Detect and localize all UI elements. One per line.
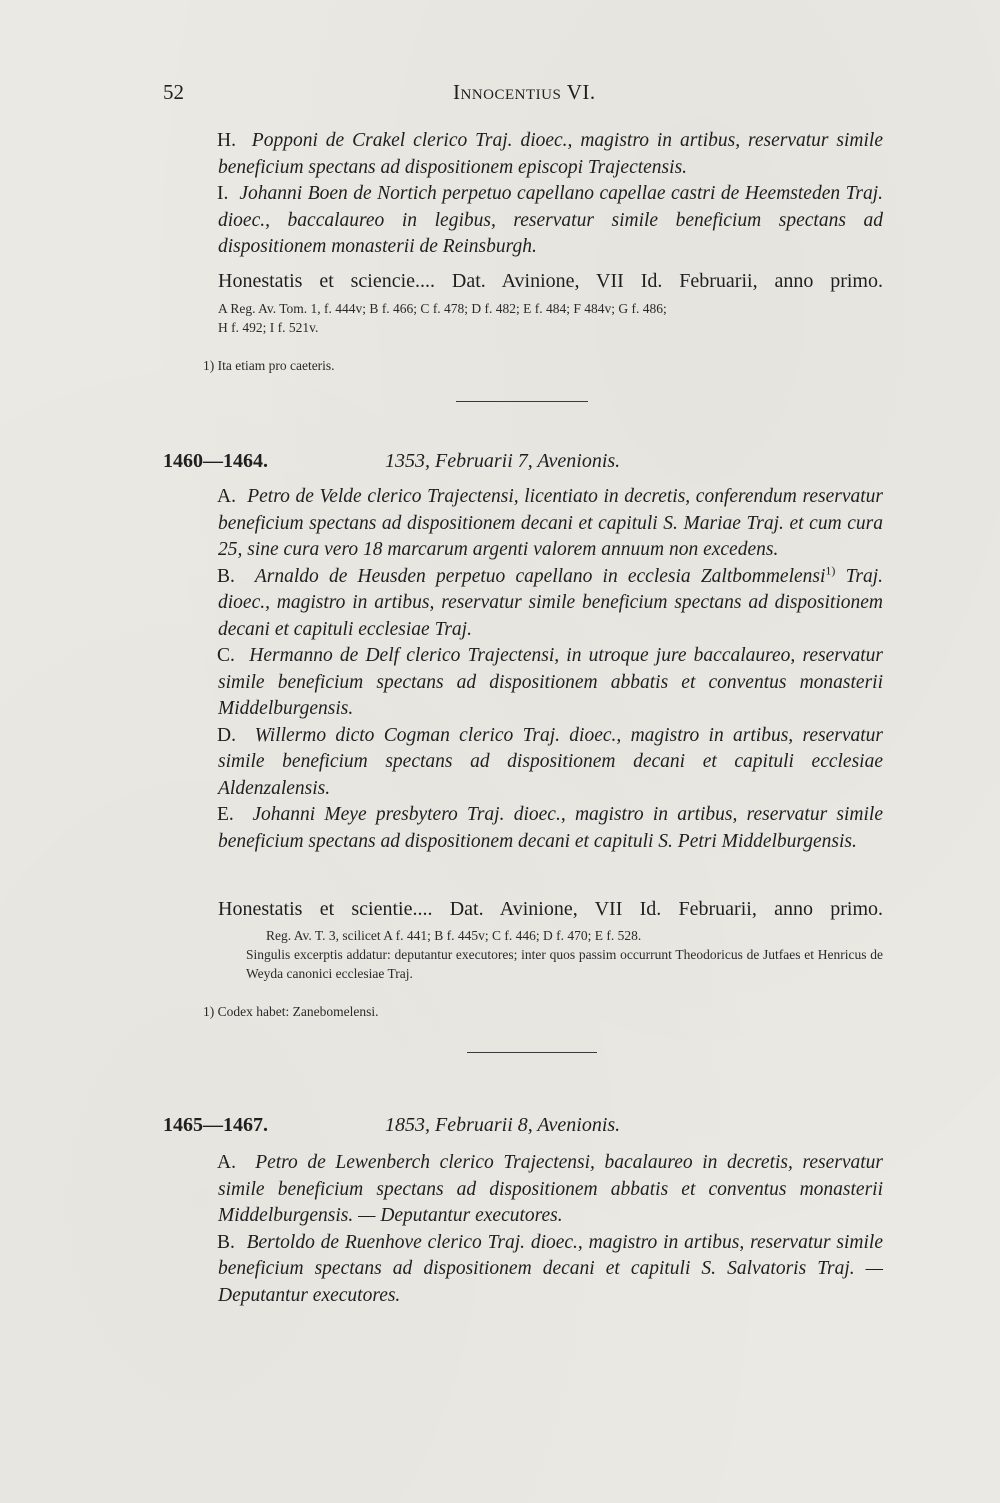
document-date: 1853, Februarii 8, Avenionis.	[385, 1114, 621, 1136]
document-heading	[163, 450, 883, 478]
document-number: 1460—1464.	[163, 450, 268, 472]
running-title: Innocentius VI.	[453, 80, 596, 104]
entry-b	[218, 1230, 883, 1310]
entry-c	[218, 643, 883, 723]
entry-a	[218, 484, 883, 564]
editorial-note: Singulis excerptis addatur: deputantur executores; inter quos passim occurrunt Theodoricus de Jutfaes et Henricus de Weyda canonici ecclesiae Traj.	[246, 947, 883, 981]
section-divider	[456, 401, 588, 402]
entry-text: Popponi de Crakel clerico Traj. dioec., magistro in artibus, reservatur simile beneficium spectans ad dispositionem episcopi Trajectensis.	[218, 130, 884, 178]
entry-letter: A.	[217, 486, 236, 507]
entry-letter: D.	[217, 724, 236, 746]
entry-text: Petro de Lewenberch clerico Trajectensi, bacalaureo in decretis, reservatur simile beneficium spectans ad dispositionem abbatis et conventus monasterii Middelburgensis. — Deputantur executores.	[218, 1152, 883, 1226]
closing-formula: Honestatis et sciencie.... Dat. Avinione, VII Id. Februarii, anno primo.	[218, 270, 883, 292]
entry-d	[218, 723, 883, 803]
entry-text: Johanni Meye presbytero Traj. dioec., magistro in artibus, reservatur simile beneficium spectans ad dispositionem decani et capituli S. Petri Middelburgensis.	[218, 804, 883, 852]
entry-letter: I.	[217, 183, 229, 204]
footnote-mark: 1)	[825, 563, 836, 577]
entry-letter: E.	[217, 804, 234, 825]
document-entries	[218, 1150, 883, 1309]
document-heading	[163, 1114, 883, 1142]
entry-e	[218, 802, 883, 855]
entry-text: Willermo dicto Cogman clerico Traj. dioec., magistro in artibus, reservatur simile beneficium spectans ad dispositionem decani et capituli ecclesiae Aldenzalensis.	[218, 724, 883, 799]
entry-letter: C.	[217, 645, 235, 666]
registry-line: Reg. Av. T. 3, scilicet A f. 441; B f. 445v; C f. 446; D f. 470; E f. 528.	[266, 928, 642, 943]
registry-line: H f. 492; I f. 521v.	[218, 320, 319, 335]
entry-a	[218, 1150, 883, 1230]
entry-letter: B.	[217, 1231, 235, 1253]
entry-text: Bertoldo de Ruenhove clerico Traj. dioec., magistro in artibus, reservatur simile beneficium spectans ad dispositionem decani et capituli S. Salvatoris Traj. — Deputantur executores.	[218, 1231, 884, 1306]
entry-text: Traj. dioec., magistro in artibus, reservatur simile beneficium spectans ad dispositionem decani et capituli ecclesiae Traj.	[218, 565, 883, 640]
entry-letter: H.	[217, 130, 236, 151]
top-entries	[218, 128, 883, 261]
registry-line: A Reg. Av. Tom. 1, f. 444v; B f. 466; C f. 478; D f. 482; E f. 484; F 484v; G f. 486;	[218, 301, 667, 316]
entry-text: Arnaldo de Heusden perpetuo capellano in ecclesia Zaltbommelensi	[254, 565, 826, 587]
page-number: 52	[163, 80, 184, 104]
page-header	[163, 80, 883, 110]
entry-h	[218, 128, 883, 181]
entry-text: Hermanno de Delf clerico Trajectensi, in utroque jure baccalaureo, reservatur simile beneficium spectans ad dispositionem abbatis et conventus monasterii Middelburgensis.	[218, 645, 884, 719]
entry-text: Johanni Boen de Nortich perpetuo capellano capellae castri de Heemsteden Traj. dioec., baccalaureo in legibus, reservatur simile beneficium spectans ad dispositionem monasterii de Reinsburgh.	[218, 183, 884, 257]
footnote: 1) Ita etiam pro caeteris.	[203, 358, 335, 373]
document-date: 1353, Februarii 7, Avenionis.	[385, 450, 621, 472]
footnote: 1) Codex habet: Zanebomelensi.	[203, 1004, 379, 1019]
section-divider	[467, 1052, 597, 1053]
registry-reference	[218, 299, 883, 337]
entry-i	[218, 181, 883, 261]
entry-letter: B.	[217, 565, 235, 587]
closing-formula: Honestatis et scientie.... Dat. Avinione, VII Id. Februarii, anno primo.	[218, 898, 883, 920]
registry-reference	[218, 926, 883, 983]
entry-letter: A.	[217, 1152, 236, 1173]
entry-text: Petro de Velde clerico Trajectensi, licentiato in decretis, conferendum reservatur beneficium spectans ad dispositionem decani et capituli S. Mariae Traj. et cum cura 25, sine cura vero 18 marcarum argenti valorem annuum non excedens.	[218, 486, 884, 560]
document-number: 1465—1467.	[163, 1114, 268, 1136]
document-entries	[218, 484, 883, 855]
entry-b	[218, 564, 883, 644]
